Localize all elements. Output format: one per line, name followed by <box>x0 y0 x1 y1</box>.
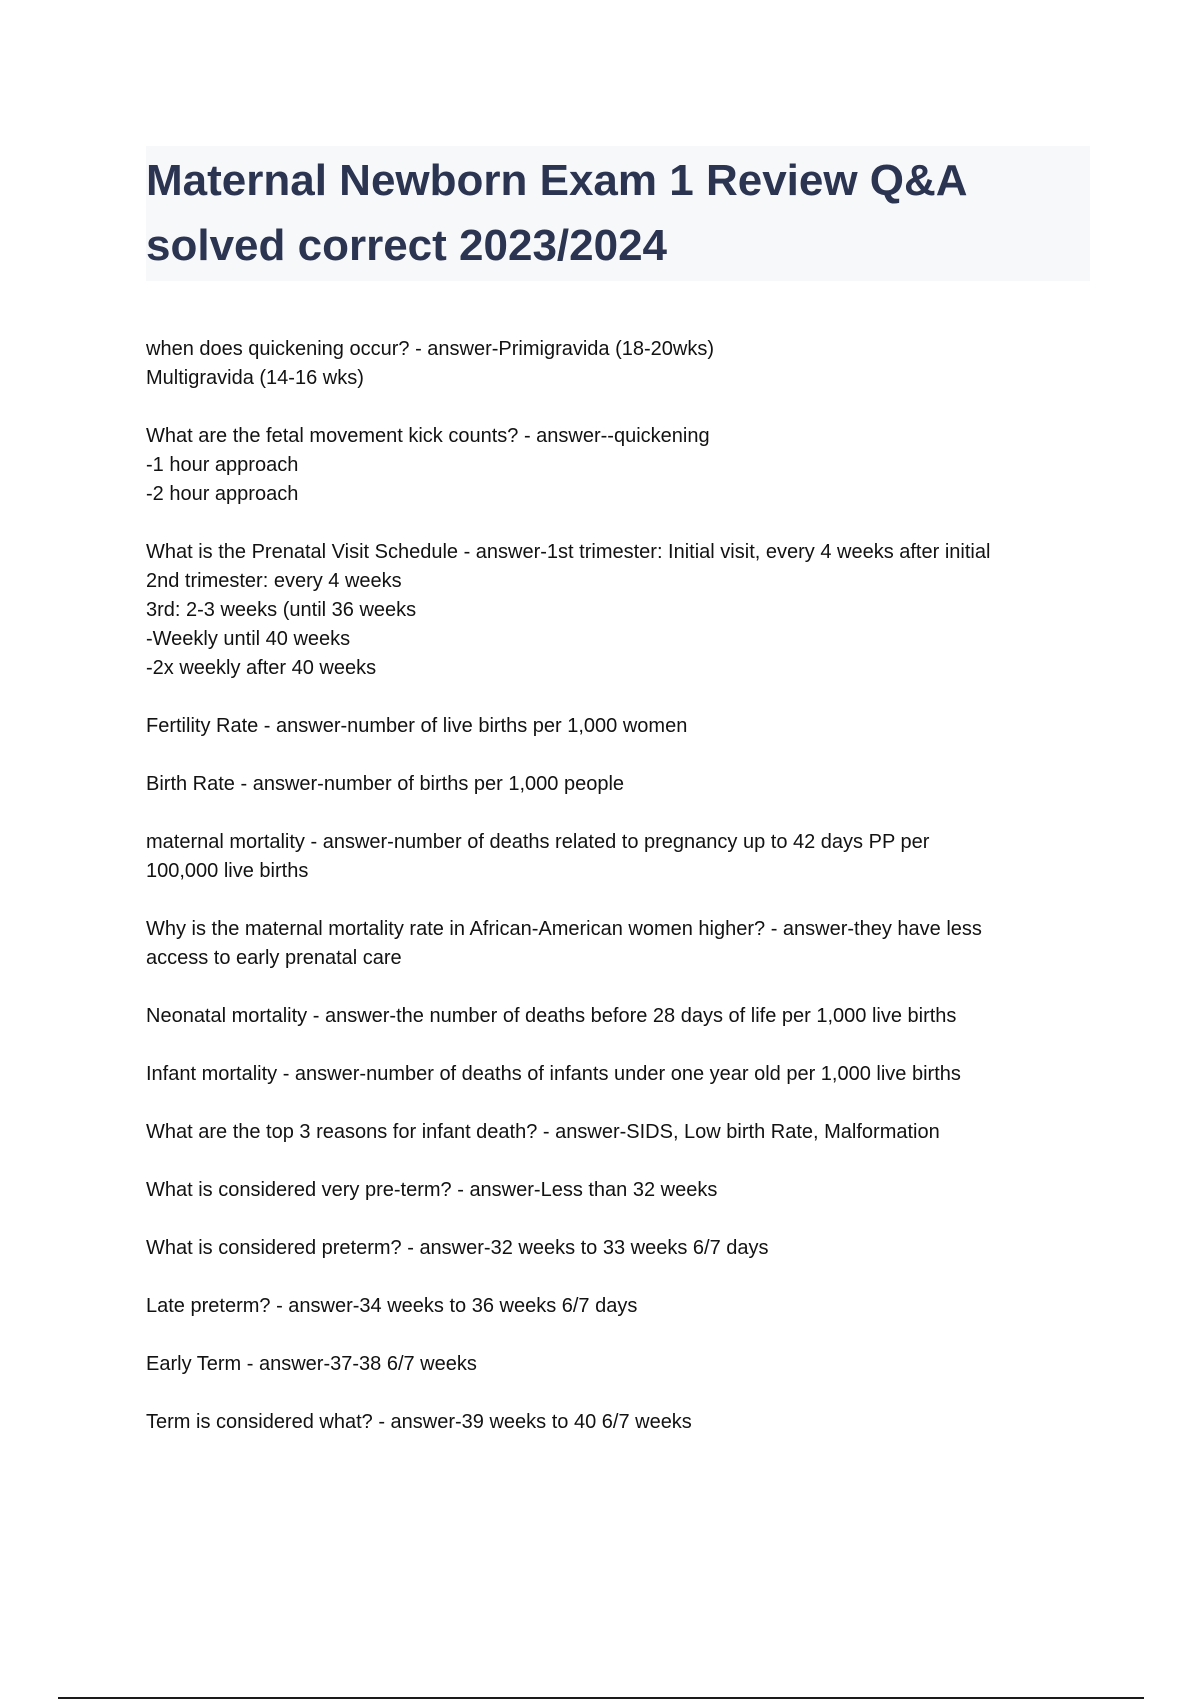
qa-entry-mortality-disparity: Why is the maternal mortality rate in African-American women higher? - answer-they have less access to early prenatal care <box>146 918 982 969</box>
footer-divider <box>58 1697 1144 1699</box>
qa-entry-late-preterm: Late preterm? - answer-34 weeks to 36 weeks 6/7 days <box>146 1295 638 1317</box>
qa-entry-fertility-rate: Fertility Rate - answer-number of live births per 1,000 women <box>146 715 688 737</box>
qa-entry-term: Term is considered what? - answer-39 weeks to 40 6/7 weeks <box>146 1411 692 1433</box>
qa-entry-early-term: Early Term - answer-37-38 6/7 weeks <box>146 1353 477 1375</box>
qa-entry-infant-mortality: Infant mortality - answer-number of deaths of infants under one year old per 1,000 live births <box>146 1063 961 1085</box>
qa-list <box>146 335 1096 1466</box>
qa-entry-birth-rate: Birth Rate - answer-number of births per 1,000 people <box>146 773 625 795</box>
qa-entry-very-preterm: What is considered very pre-term? - answer-Less than 32 weeks <box>146 1179 718 1201</box>
title-line-1: Maternal Newborn Exam 1 Review Q&A <box>146 156 968 205</box>
qa-entry-prenatal-schedule: What is the Prenatal Visit Schedule - answer-1st trimester: Initial visit, every 4 weeks after initial 2nd trimester: every 4 weeks 3rd: 2-3 weeks (until 36 weeks -Weekly until 40 weeks -2x weekly after 40 weeks <box>146 541 991 679</box>
qa-entry-neonatal-mortality: Neonatal mortality - answer-the number of deaths before 28 days of life per 1,000 live births <box>146 1005 957 1027</box>
title-box <box>146 146 1090 281</box>
qa-entry-maternal-mortality: maternal mortality - answer-number of deaths related to pregnancy up to 42 days PP per 100,000 live births <box>146 831 930 882</box>
qa-entry-infant-death-reasons: What are the top 3 reasons for infant death? - answer-SIDS, Low birth Rate, Malformation <box>146 1121 940 1143</box>
qa-entry-preterm: What is considered preterm? - answer-32 weeks to 33 weeks 6/7 days <box>146 1237 769 1259</box>
document-title <box>146 148 1090 278</box>
title-line-2: solved correct 2023/2024 <box>146 221 668 270</box>
qa-entry-quickening: when does quickening occur? - answer-Primigravida (18-20wks) Multigravida (14-16 wks) <box>146 338 715 389</box>
qa-entry-kick-counts: What are the fetal movement kick counts? - answer--quickening -1 hour approach -2 hour approach <box>146 425 710 505</box>
